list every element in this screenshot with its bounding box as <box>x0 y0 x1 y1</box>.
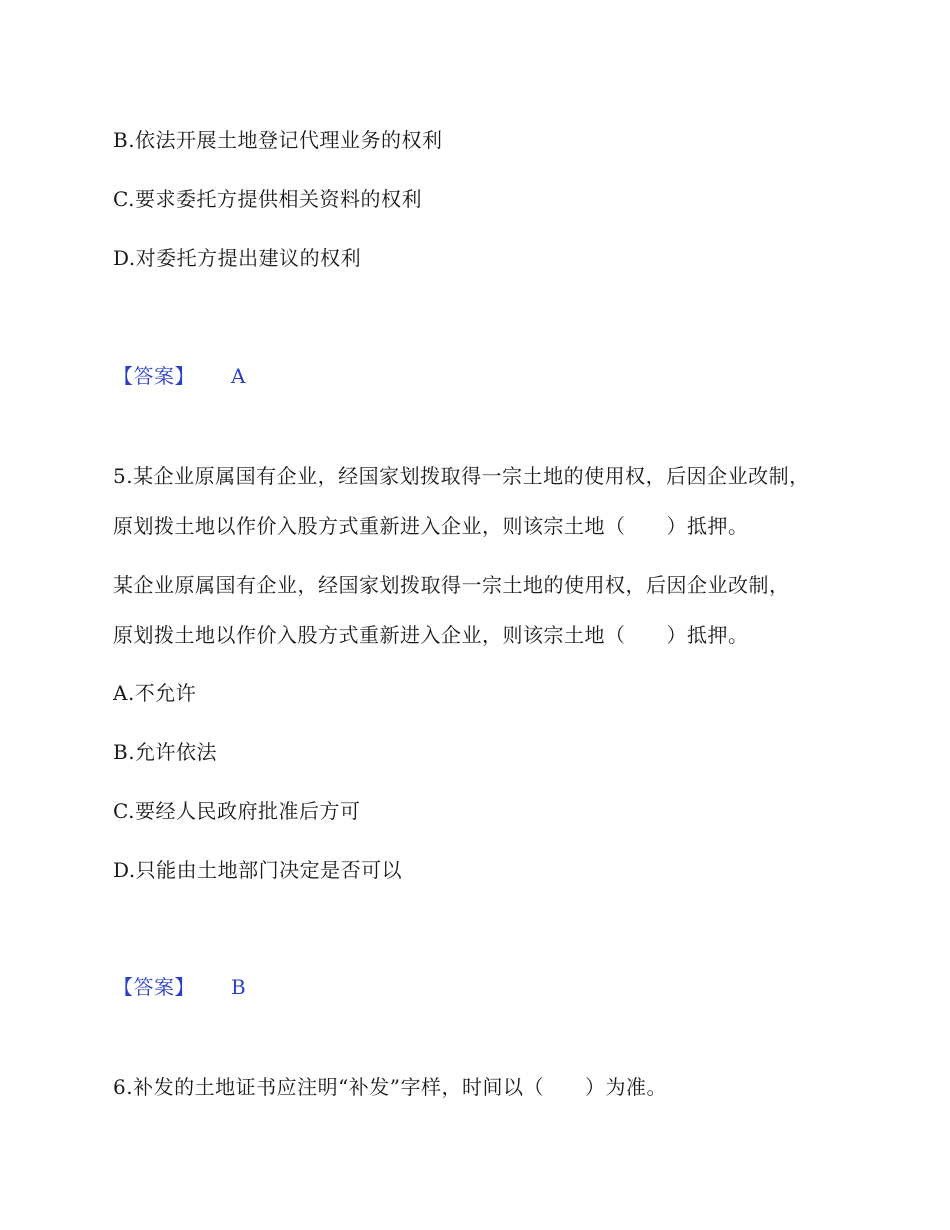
q5-repeat-line-1: 某企业原属国有企业，经国家划拨取得一宗土地的使用权，后因企业改制， <box>113 573 790 597</box>
q4-answer <box>113 362 246 390</box>
q5-answer <box>113 973 246 1001</box>
q4-option-d: D.对委托方提出建议的权利 <box>113 246 362 270</box>
q5-option-d: D.只能由土地部门决定是否可以 <box>113 858 403 882</box>
answer-value: A <box>231 364 246 388</box>
q4-option-b: B.依法开展土地登记代理业务的权利 <box>113 128 443 152</box>
q5-repeat-line-2: 原划拨土地以作价入股方式重新进入企业，则该宗土地（ ）抵押。 <box>113 623 749 647</box>
q5-option-b: B.允许依法 <box>113 740 218 764</box>
q5-option-a: A.不允许 <box>113 681 197 705</box>
answer-label: 【答案】 <box>113 364 195 388</box>
answer-label: 【答案】 <box>113 975 195 999</box>
answer-value: B <box>231 975 247 999</box>
q6-question-line-1: 6.补发的土地证书应注明“补发”字样，时间以（ ）为准。 <box>113 1075 668 1099</box>
q4-option-c: C.要求委托方提供相关资料的权利 <box>113 187 422 211</box>
q5-question-line-2: 原划拨土地以作价入股方式重新进入企业，则该宗土地（ ）抵押。 <box>113 514 749 538</box>
q5-question-line-1: 5.某企业原属国有企业，经国家划拨取得一宗土地的使用权，后因企业改制， <box>113 464 810 488</box>
q5-option-c: C.要经人民政府批准后方可 <box>113 799 361 823</box>
